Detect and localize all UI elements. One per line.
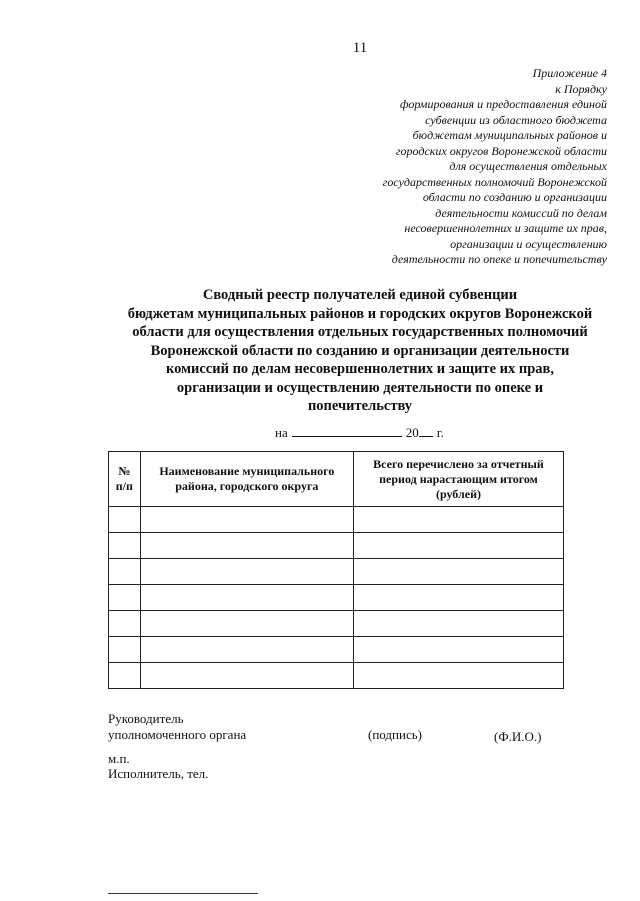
cell-municipality: [140, 559, 353, 585]
cell-municipality: [140, 533, 353, 559]
appendix-line: области по созданию и организации: [422, 190, 607, 204]
head-label-line1: Руководитель: [108, 711, 184, 726]
cell-amount: [353, 507, 563, 533]
date-suffix: г.: [436, 425, 444, 440]
header-number-line: №: [118, 464, 131, 478]
signature-label: (подпись): [368, 727, 422, 742]
cell-municipality: [140, 637, 353, 663]
table-row: [109, 559, 564, 585]
header-municipality-line: района, городского округа: [175, 479, 319, 493]
title-line: попечительству: [307, 398, 413, 414]
cell-number: [109, 533, 141, 559]
header-municipality-line: Наименование муниципального: [159, 464, 335, 478]
table-row: [109, 585, 564, 611]
cell-number: [109, 611, 141, 637]
cell-municipality: [140, 507, 353, 533]
cell-number: [109, 637, 141, 663]
header-amount-line: период нарастающим итогом: [379, 471, 538, 486]
appendix-line: деятельности по опеке и попечительству: [391, 252, 607, 266]
date-line: [275, 425, 444, 441]
cell-amount: [353, 663, 563, 689]
cell-amount: [353, 533, 563, 559]
registry-table: [108, 451, 564, 689]
table-row: [109, 611, 564, 637]
header-amount: [353, 452, 563, 507]
table-row: [109, 663, 564, 689]
title-line: бюджетам муниципальных районов и городских округов Воронежской: [127, 305, 593, 322]
appendix-line: к Порядку: [555, 81, 607, 96]
cell-number: [109, 507, 141, 533]
appendix-line: деятельности комиссий по делам: [435, 205, 607, 220]
appendix-line: формирования и предоставления единой: [400, 97, 607, 111]
name-label: (Ф.И.О.): [494, 729, 542, 744]
title-line: Сводный реестр получателей единой субвенции: [202, 287, 518, 303]
cell-amount: [353, 611, 563, 637]
cell-number: [109, 585, 141, 611]
cell-amount: [353, 585, 563, 611]
title-line: области для осуществления отдельных государственных полномочий: [132, 324, 588, 340]
executor-label: Исполнитель, тел.: [108, 766, 209, 781]
header-amount-line: Всего перечислено за отчетный: [373, 456, 544, 471]
title-line: Воронежской области по созданию и организации деятельности: [150, 342, 570, 359]
year-prefix: 20: [405, 425, 419, 440]
cell-municipality: [140, 663, 353, 689]
date-prefix: на: [275, 425, 288, 440]
appendix-line: организации и осуществлению: [450, 236, 607, 251]
header-municipality: [140, 452, 353, 507]
year-blank: [419, 425, 433, 437]
page-number: 11: [352, 40, 368, 56]
header-amount-line: (рублей): [435, 486, 481, 501]
title-line: организации и осуществлению деятельности по опеке и: [176, 379, 544, 396]
appendix-note: [327, 66, 607, 268]
cell-municipality: [140, 611, 353, 637]
appendix-line: Приложение 4: [532, 66, 607, 80]
bottom-divider: [108, 893, 258, 894]
appendix-line: бюджетам муниципальных районов и: [412, 128, 607, 142]
table-row: [109, 507, 564, 533]
table-row: [109, 637, 564, 663]
document-title: [100, 286, 620, 416]
cell-amount: [353, 637, 563, 663]
cell-municipality: [140, 585, 353, 611]
title-line: комиссий по делам несовершеннолетних и защите их прав,: [166, 361, 554, 377]
appendix-line: государственных полномочий Воронежской: [382, 174, 607, 189]
cell-number: [109, 559, 141, 585]
appendix-line: для осуществления отдельных: [449, 159, 607, 173]
stamp-label: м.п.: [108, 751, 130, 766]
appendix-line: городских округов Воронежской области: [395, 143, 607, 158]
appendix-line: субвенции из областного бюджета: [425, 112, 607, 127]
header-number: [109, 452, 141, 507]
header-number-line: п/п: [115, 479, 133, 493]
head-label-line2: уполномоченного органа: [108, 727, 247, 742]
table-header-row: [109, 452, 564, 507]
cell-number: [109, 663, 141, 689]
appendix-line: несовершеннолетних и защите их прав,: [404, 221, 607, 235]
date-blank: [292, 425, 402, 437]
cell-amount: [353, 559, 563, 585]
table-row: [109, 533, 564, 559]
